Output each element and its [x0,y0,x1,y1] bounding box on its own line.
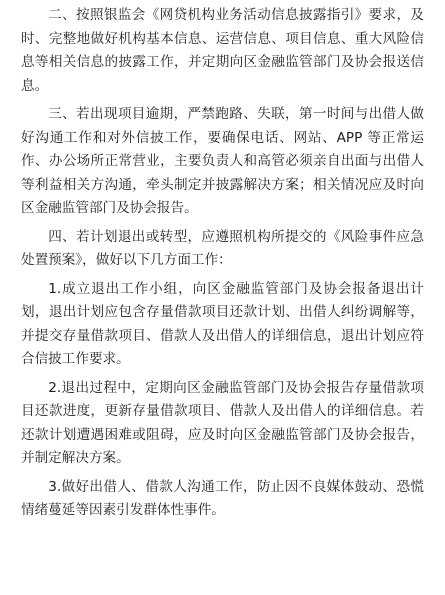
paragraph-disclosure-requirements: 二、按照银监会《网贷机构业务活动信息披露指引》要求，及时、完整地做好机构基本信息、运营信息、项目信息、重大风险信息等相关信息的披露工作，并定期向区金融监管部门及协会报送信息。 [21,7,424,94]
paragraph-exit-process-reporting: 2.退出过程中，定期向区金融监管部门及协会报告存量借款项目还款进度，更新存量借款项目、借款人及出借人的详细信息。若还款计划遭遇困难或阻碍，应及时向区金融监管部门及协会报告，并制定解决方案。 [21,379,424,466]
paragraph-overdue-projects: 三、若出现项目逾期，严禁跑路、失联，第一时间与出借人做好沟通工作和对外信披工作，要确保电话、网站、APP 等正常运作、办公场所正常营业，主要负责人和高管必须亲自出面与出借人等利益相关方沟通，牵头制定并披露解决方案；相关情况应及时向区金融监管部门及协会报告。 [21,106,424,216]
paragraph-exit-or-transition: 四、若计划退出或转型，应遵照机构所提交的《风险事件应急处置预案》，做好以下几方面工作： [21,228,424,268]
paragraph-exit-working-group: 1.成立退出工作小组，向区金融监管部门及协会报备退出计划，退出计划应包含存量借款项目还款计划、出借人纠纷调解等，并提交存量借款项目、借款人及出借人的详细信息，退出计划应符合信披工作要求。 [21,280,424,367]
paragraph-communication-work: 3.做好出借人、借款人沟通工作，防止因不良媒体鼓动、恐慌情绪蔓延等因素引发群体性事件。 [21,478,424,518]
